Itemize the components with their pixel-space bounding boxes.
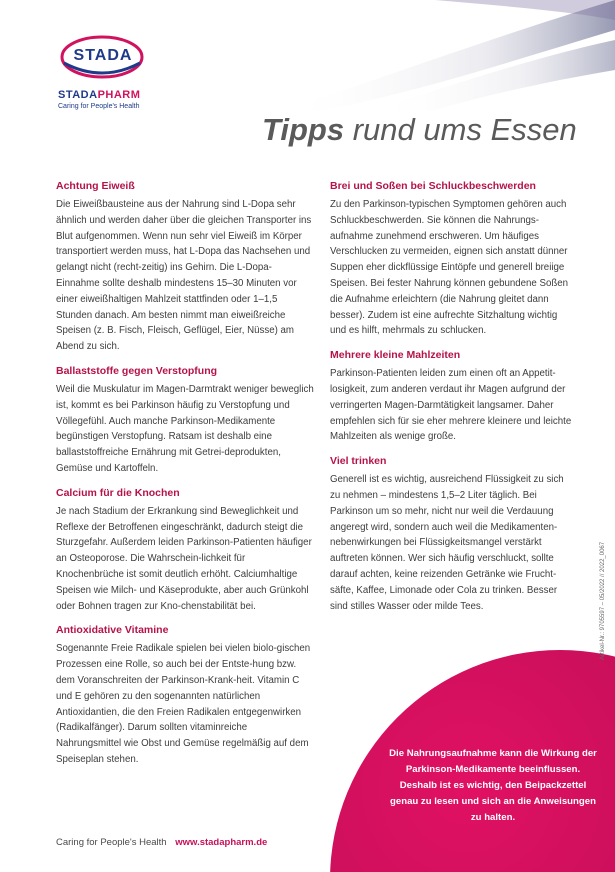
- section-vitamine: [56, 624, 314, 767]
- footer-tagline: Caring for People's Health: [56, 837, 167, 848]
- title-bold: Tipps: [262, 112, 345, 147]
- section-eiweiss: [56, 180, 314, 355]
- left-column: [56, 176, 314, 778]
- section-heading: Antioxidative Vitamine: [56, 624, 169, 637]
- section-text: Weil die Muskulatur im Magen-Darmtrakt weniger beweglich ist, kommt es bei Parkinson häufig zu Verstopfung und Völlegefühl. Auch manche Parkinson-Medikamente begünstigen Verstopfung. Ratsam ist deshalb eine ballaststoffreiche Ernährung mit Getrei-deprodukten, Gemüse und Kartoffeln.: [56, 383, 314, 474]
- section-ballaststoffe: [56, 365, 314, 477]
- section-schluckbeschwerden: [330, 180, 575, 339]
- section-text: Zu den Parkinson-typischen Symptomen gehören auch Schluckbeschwerden. Sie können die Nahrungs-aufnahme zunehmend erschweren. Um häufiges Verschlucken zu vermeiden, eignen sich anstatt dünner Suppen eher dickflüssige Eintöpfe und generell breiige Speisen. Bei fester Nahrung können gebundene Soßen die Aufnahme erleichtern (die Nahrung gleitet dann besser). Zudem ist eine aufrechte Sitzhaltung wichtig und es hilft, mehrmals zu schlucken.: [330, 199, 569, 337]
- logo-subbrand-a: STADA: [58, 89, 98, 101]
- section-calcium: [56, 487, 314, 615]
- callout-text: Die Nahrungsaufnahme kann die Wirkung der Parkinson-Medikamente beeinflussen. Deshalb ist es wichtig, den Beipackzettel genau zu lesen und sich an die Anweisungen zu halten.: [389, 748, 597, 823]
- section-text: Je nach Stadium der Erkrankung sind Beweglichkeit und Reflexe der Betroffenen eingeschränkt, dadurch steigt die Sturzgefahr. Außerdem leiden Parkinson-Patienten häufiger an Osteoporose. Die Wahrschein-lichkeit für Knochenbrüche ist somit deutlich erhöht. Calciumhaltige Speisen wie Milch- und Käseprodukte, aber auch Grünkohl oder Bohnen tragen zur Kno-chenstabilität bei.: [56, 505, 312, 612]
- decorative-swoosh: [285, 0, 615, 110]
- section-mahlzeiten: [330, 349, 575, 445]
- logo-brand: STADA: [73, 47, 133, 64]
- section-heading: Viel trinken: [330, 455, 387, 468]
- article-number: Artikel-Nr.: 9705597 – 05/2022 // 2022_0067: [600, 541, 606, 660]
- section-heading: Mehrere kleine Mahlzeiten: [330, 349, 461, 362]
- section-text: Die Eiweißbausteine aus der Nahrung sind L-Dopa sehr ähnlich und werden daher über die gleichen Transporter ins Blut aufgenommen. Wenn nun sehr viel Eiweiß im Körper transportiert werden muss, hat L-Dopa das Nachsehen und gelangt nicht (recht-zeitig) ins Gehirn. Die L-Dopa-Einnahme sollte deshalb mindestens 15–30 Minuten vor einer eiweißhaltigen Mahlzeit stattfinden oder 1–1,5 Stunden danach. Am besten nimmt man eiweißreiche Speisen (z. B. Fisch, Fleisch, Geflügel, Eier, Nüsse) am Abend zu sich.: [56, 199, 312, 353]
- right-column: [330, 176, 575, 624]
- section-heading: Calcium für die Knochen: [56, 486, 180, 499]
- logo-tagline: Caring for People's Health: [58, 103, 140, 110]
- section-text: Parkinson-Patienten leiden zum einen oft an Appetit-losigkeit, zum anderen verdaut ihr Magen aufgrund der verringerten Magen-Darmtätigkeit langsamer. Daher empfehlen sich für sie eher mehrere kleinere und leichte Mahlzeiten als wenige große.: [330, 368, 572, 443]
- footer: [56, 837, 267, 848]
- section-heading: Brei und Soßen bei Schluckbeschwerden: [330, 180, 536, 192]
- page-title: [262, 112, 577, 148]
- section-text: Sogenannte Freie Radikale spielen bei vielen biolo-gischen Prozessen eine Rolle, so auch bei der Entste-hung bzw. dem Voranschreiten der Parkinson-Krank-heit. Vitamin C und E gehören zu den sogenannten natürlichen Antioxidantien, die den Freien Radikalen entgegenwirken (Radikalfänger). Darum sollten vitaminreiche Nahrungsmittel wie Obst und Gemüse regelmäßig auf dem Speiseplan stehen.: [56, 643, 311, 765]
- section-heading: Achtung Eiweiß: [56, 180, 135, 192]
- logo-subbrand: [58, 89, 140, 101]
- title-rest: rund ums Essen: [352, 112, 577, 147]
- section-text: Generell ist es wichtig, ausreichend Flüssigkeit zu sich zu nehmen – mindestens 1,5–2 Liter täglich. Bei Parkinson um so mehr, nicht nur weil die Verdauung angeregt wird, sondern auch weil die Medikamenten-nebenwirkungen bei Flüssigkeitsmangel verstärkt auftreten können. Wer sich häufig verschluckt, sollte darauf achten, keine reizenden Getränke wie Frucht-säfte, Kaffee, Limonade oder Cola zu trinken. Besser sind stilles Wasser oder milde Tees.: [330, 474, 564, 612]
- section-trinken: [330, 455, 575, 614]
- logo-subbrand-b: PHARM: [97, 89, 141, 101]
- section-heading: Ballaststoffe gegen Verstopfung: [56, 364, 218, 377]
- footer-url-link[interactable]: www.stadapharm.de: [175, 837, 268, 848]
